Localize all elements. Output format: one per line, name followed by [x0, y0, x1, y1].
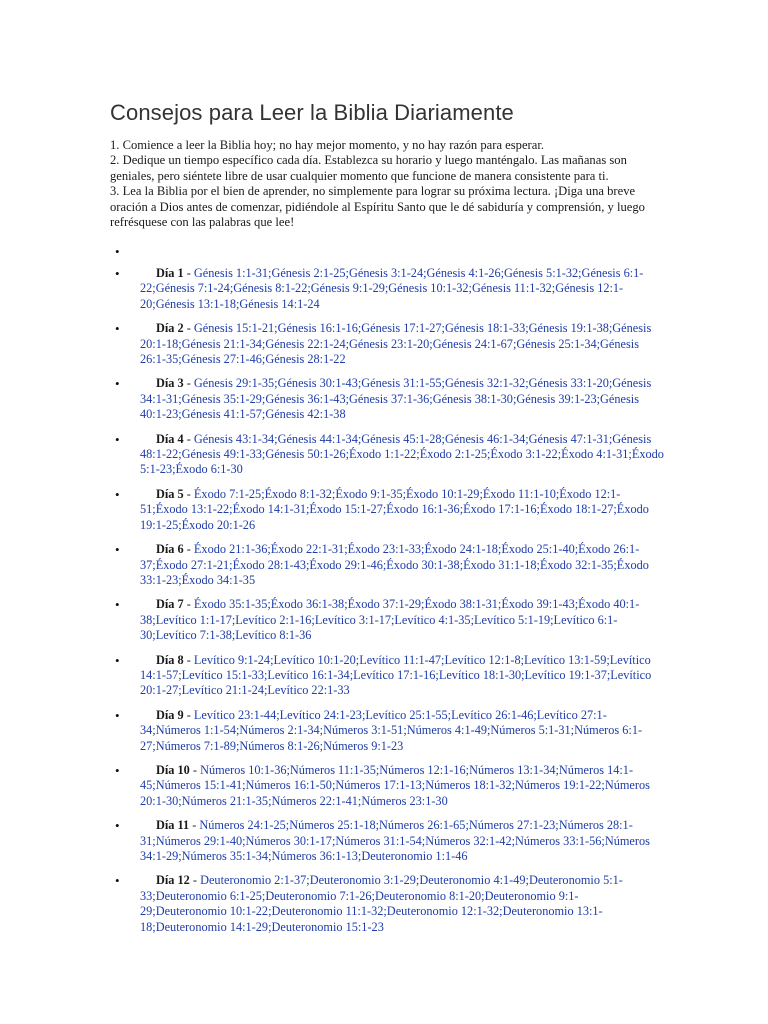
reading-day-item [110, 542, 665, 588]
day-label: Día 2 [156, 321, 184, 336]
reading-plan-list [110, 244, 665, 944]
reading-day-item [110, 653, 665, 699]
bullet-icon: • [115, 244, 120, 259]
day-label: Día 5 [156, 486, 184, 501]
reading-day-item [110, 597, 665, 643]
label-separator: - [183, 542, 194, 557]
label-separator: - [183, 652, 194, 667]
label-separator: - [183, 376, 194, 391]
scripture-readings-link[interactable]: Deuteronomio 2:1-37;Deuteronomio 3:1-29;Deuteronomio 4:1-49;Deuteronomio 5:1-33;Deuteronomio 6:1-25;Deuteronomio 7:1-26;Deuteronomio 8:1-20;Deuteronomio 9:1-29;Deuteronomio 10:1-22;Deuteronomio 11:1-32;Deuteronomio 12:1-32;Deuteronomio 13:1-18;Deuteronomio 14:1-29;Deuteronomio 15:1-23 [140, 873, 623, 934]
day-label: Día 4 [156, 431, 184, 446]
scripture-readings-link[interactable]: Éxodo 35:1-35;Éxodo 36:1-38;Éxodo 37:1-29;Éxodo 38:1-31;Éxodo 39:1-43;Éxodo 40:1-38;Levítico 1:1-17;Levítico 2:1-16;Levítico 3:1-17;Levítico 4:1-35;Levítico 5:1-19;Levítico 6:1-30;Levítico 7:1-38;Levítico 8:1-36 [140, 597, 640, 643]
empty-list-item [110, 244, 665, 260]
bullet-icon: • [115, 266, 120, 281]
scripture-readings-link[interactable]: Génesis 29:1-35;Génesis 30:1-43;Génesis 31:1-55;Génesis 32:1-32;Génesis 33:1-20;Génesis 34:1-31;Génesis 35:1-29;Génesis 36:1-43;Génesis 37:1-36;Génesis 38:1-30;Génesis 39:1-23;Génesis 40:1-23;Génesis 41:1-57;Génesis 42:1-38 [140, 376, 652, 422]
bullet-icon: • [115, 818, 120, 834]
scripture-readings-link[interactable]: Génesis 43:1-34;Génesis 44:1-34;Génesis 45:1-28;Génesis 46:1-34;Génesis 47:1-31;Génesis 48:1-22;Génesis 49:1-33;Génesis 50:1-26;Éxodo 1:1-22;Éxodo 2:1-25;Éxodo 3:1-22;Éxodo 4:1-31;Éxodo 5:1-23;Éxodo 6:1-30 [140, 431, 664, 477]
day-label: Día 7 [156, 597, 184, 612]
label-separator: - [183, 707, 194, 722]
day-label: Día 12 [156, 873, 190, 888]
day-label: Día 10 [156, 762, 190, 777]
bullet-icon: • [115, 321, 120, 337]
scripture-readings-link[interactable]: Génesis 15:1-21;Génesis 16:1-16;Génesis 17:1-27;Génesis 18:1-33;Génesis 19:1-38;Génesis 20:1-18;Génesis 21:1-34;Génesis 22:1-24;Génesis 23:1-20;Génesis 24:1-67;Génesis 25:1-34;Génesis 26:1-35;Génesis 27:1-46;Génesis 28:1-22 [140, 321, 652, 367]
scripture-readings-link[interactable]: Levítico 9:1-24;Levítico 10:1-20;Levítico 11:1-47;Levítico 12:1-8;Levítico 13:1-59;Levítico 14:1-57;Levítico 15:1-33;Levítico 16:1-34;Levítico 17:1-16;Levítico 18:1-30;Levítico 19:1-37;Levítico 20:1-27;Levítico 21:1-24;Levítico 22:1-33 [140, 652, 652, 698]
bullet-icon: • [115, 707, 120, 723]
tip-2: 2. Dedique un tiempo específico cada día. Establezca su horario y luego manténgalo. Las mañanas son geniales, pero siéntete libre de usar cualquier momento que funcione de manera consistente para ti. [110, 153, 627, 183]
tip-3: 3. Lea la Biblia por el bien de aprender, no simplemente para lograr su próxima lectura. ¡Diga una breve oración a Dios antes de comenzar, pidiéndole al Espíritu Santo que le dé sabiduría y comprensión, y luego refrésquese con las palabras que lee! [110, 184, 645, 230]
tips-section [110, 138, 658, 230]
label-separator: - [183, 266, 194, 280]
day-label: Día 8 [156, 652, 184, 667]
label-separator: - [189, 762, 201, 777]
label-separator: - [183, 431, 194, 446]
reading-day-item [110, 708, 665, 754]
bullet-icon: • [115, 597, 120, 613]
reading-day-item [110, 432, 665, 478]
reading-day-item [110, 321, 665, 367]
reading-day-item [110, 873, 665, 935]
scripture-readings-link[interactable]: Génesis 1:1-31;Génesis 2:1-25;Génesis 3:1-24;Génesis 4:1-26;Génesis 5:1-32;Génesis 6:1-22;Génesis 7:1-24;Génesis 8:1-22;Génesis 9:1-29;Génesis 10:1-32;Génesis 11:1-32;Génesis 12:1-20;Génesis 13:1-18;Génesis 14:1-24 [140, 266, 644, 311]
page-title: Consejos para Leer la Biblia Diariamente [110, 100, 514, 125]
label-separator: - [183, 321, 194, 336]
reading-day-item [110, 763, 665, 809]
bullet-icon: • [115, 542, 120, 558]
label-separator: - [183, 486, 194, 501]
day-label: Día 9 [156, 707, 184, 722]
scripture-readings-link[interactable]: Números 24:1-25;Números 25:1-18;Números 26:1-65;Números 27:1-23;Números 28:1-31;Números 29:1-40;Números 30:1-17;Números 31:1-54;Números 32:1-42;Números 33:1-56;Números 34:1-29;Números 35:1-34;Números 36:1-13;Deuteronomio 1:1-46 [140, 818, 650, 863]
day-label: Día 1 [156, 266, 184, 280]
bullet-icon: • [115, 431, 120, 447]
reading-day-item [110, 266, 665, 312]
day-label: Día 11 [156, 818, 190, 833]
label-separator: - [189, 818, 200, 833]
scripture-readings-link[interactable]: Levítico 23:1-44;Levítico 24:1-23;Levítico 25:1-55;Levítico 26:1-46;Levítico 27:1-34;Números 1:1-54;Números 2:1-34;Números 3:1-51;Números 4:1-49;Números 5:1-31;Números 6:1-27;Números 7:1-89;Números 8:1-26;Números 9:1-23 [140, 707, 643, 753]
reading-day-item [110, 376, 665, 422]
scripture-readings-link[interactable]: Números 10:1-36;Números 11:1-35;Números 12:1-16;Números 13:1-34;Números 14:1-45;Números 15:1-41;Números 16:1-50;Números 17:1-13;Números 18:1-32;Números 19:1-22;Números 20:1-30;Números 21:1-35;Números 22:1-41;Números 23:1-30 [140, 762, 650, 808]
day-label: Día 3 [156, 376, 184, 391]
label-separator: - [183, 597, 194, 612]
bullet-icon: • [115, 873, 120, 889]
reading-day-item [110, 487, 665, 533]
bullet-icon: • [115, 486, 120, 502]
reading-day-item [110, 818, 665, 864]
day-label: Día 6 [156, 542, 184, 557]
tip-1: 1. Comience a leer la Biblia hoy; no hay mejor momento, y no hay razón para esperar. [110, 138, 544, 152]
label-separator: - [189, 873, 201, 888]
scripture-readings-link[interactable]: Éxodo 7:1-25;Éxodo 8:1-32;Éxodo 9:1-35;Éxodo 10:1-29;Éxodo 11:1-10;Éxodo 12:1-51;Éxodo 13:1-22;Éxodo 14:1-31;Éxodo 15:1-27;Éxodo 16:1-36;Éxodo 17:1-16;Éxodo 18:1-27;Éxodo 19:1-25;Éxodo 20:1-26 [140, 486, 649, 532]
bullet-icon: • [115, 652, 120, 668]
bullet-icon: • [115, 762, 120, 778]
scripture-readings-link[interactable]: Éxodo 21:1-36;Éxodo 22:1-31;Éxodo 23:1-33;Éxodo 24:1-18;Éxodo 25:1-40;Éxodo 26:1-37;Éxodo 27:1-21;Éxodo 28:1-43;Éxodo 29:1-46;Éxodo 30:1-38;Éxodo 31:1-18;Éxodo 32:1-35;Éxodo 33:1-23;Éxodo 34:1-35 [140, 542, 649, 587]
bullet-icon: • [115, 376, 120, 392]
